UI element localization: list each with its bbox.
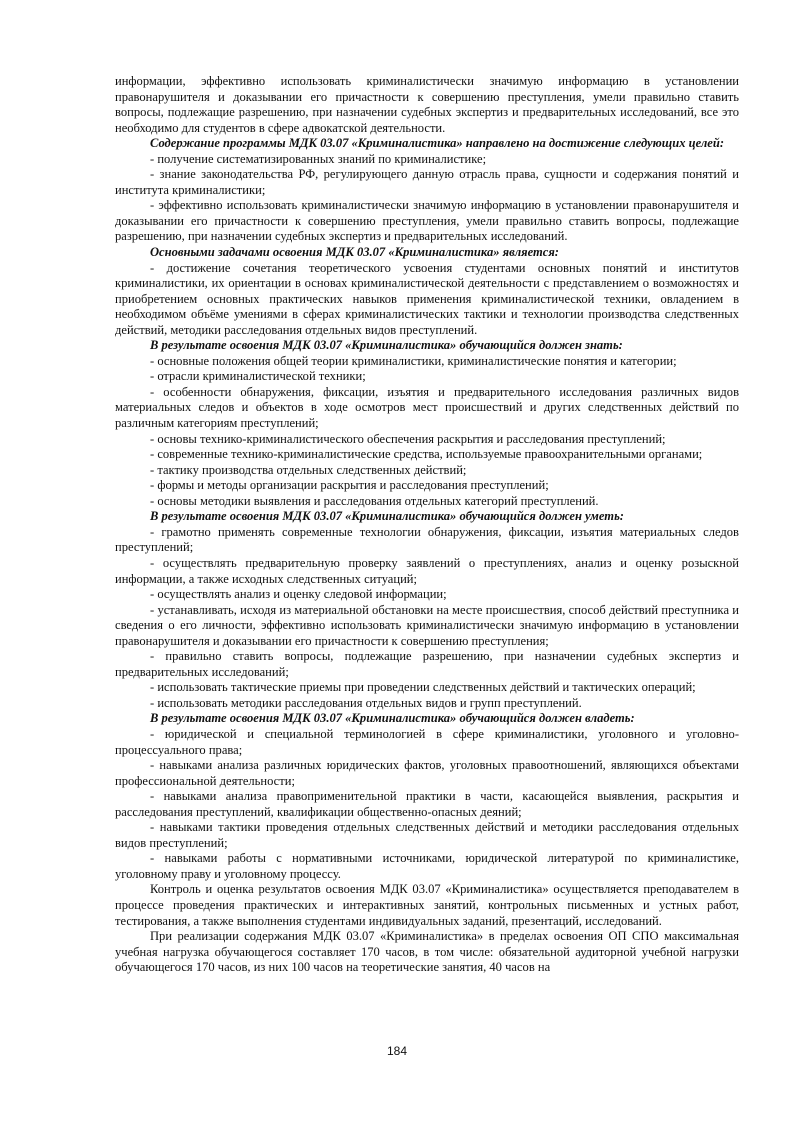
master-heading: В результате освоения МДК 03.07 «Криминалистика» обучающийся должен владеть: [150,711,635,726]
master-section [115,711,739,882]
list-item: - эффективно использовать криминалистически значимую информацию в установлении правонарушителя и доказывании его причастности к совершению преступления, умели правильно ставить вопросы, подлежащие разрешению, при назначении судебных экспертиз и предварительных исследований. [115,198,739,244]
list-item: - устанавливать, исходя из материальной обстановки на месте происшествия, способ действий преступника и сведения о его личности, эффективно использовать криминалистически значимую информацию в установлении правонарушителя и доказывании его причастности к совершению преступления; [115,602,739,648]
list-item: - навыками анализа правоприменительной практики в части, касающейся выявления, раскрытия и расследования преступлений, квалификации общественно-опасных деяний; [115,789,739,819]
tasks-heading: Основными задачами освоения МДК 03.07 «Криминалистика» является: [150,245,559,260]
list-item: - использовать методики расследования отдельных видов и групп преступлений. [150,695,582,710]
list-item: - навыками работы с нормативными источниками, юридической литературой по криминалистике, уголовному праву и уголовному процессу. [115,851,739,881]
list-item: - осуществлять предварительную проверку заявлений о преступлениях, анализ и оценку розыскной информации, а также исходных следственных ситуаций; [115,555,739,586]
list-item: - осуществлять анализ и оценку следовой информации; [150,587,447,602]
list-item: - достижение сочетания теоретического усвоения студентами основных понятий и институтов криминалистики, их ориентации в основах криминалистической деятельности с представлением о возможностях и приобретением основных практических навыков применения криминалистической техники, овладением в необходимом объёме умениями в сферах криминалистических тактики и технологии производства следственных действий, методики расследования отдельных видов преступлений. [115,260,739,337]
intro-paragraph: информации, эффективно использовать криминалистически значимую информацию в установлении правонарушителя и доказывании его причастности к совершению преступления, умели правильно ставить вопросы, подлежащие разрешению, при назначении судебных экспертиз и предварительных исследований, все это необходимо для студентов в сфере адвокатской деятельности. [115,74,739,135]
goals-heading: Содержание программы МДК 03.07 «Криминалистика» направлено на достижение следующих целей: [150,136,725,151]
control-paragraph: Контроль и оценка результатов освоения МДК 03.07 «Криминалистика» осуществляется преподавателем в процессе проведения практических и интерактивных занятий, контрольных письменных и устных работ, тестирования, а также выполнения студентами индивидуальных заданий, презентаций, исследований. [115,882,739,928]
hours-paragraph: При реализации содержания МДК 03.07 «Криминалистика» в пределах освоения ОП СПО максимальная учебная нагрузка обучающегося составляет 170 часов, в том числе: обязательной аудиторной учебной нагрузки обучающегося 170 часов, из них 100 часов на теоретические занятия, 40 часов на [115,929,739,975]
goals-section [115,136,739,245]
list-item: - юридической и специальной терминологией в сфере криминалистики, уголовного и уголовно-процессуального права; [115,726,739,757]
list-item: - формы и методы организации раскрытия и расследования преступлений; [150,478,549,493]
able-heading: В результате освоения МДК 03.07 «Криминалистика» обучающийся должен уметь: [150,509,624,524]
able-section [115,509,739,711]
tasks-section [115,245,739,338]
list-item: - грамотно применять современные технологии обнаружения, фиксации, изъятия материальных следов преступлений; [115,524,739,555]
list-item: - использовать тактические приемы при проведении следственных действий и тактических операций; [150,680,696,695]
list-item: - современные технико-криминалистические средства, используемые правоохранительными органами; [150,447,703,462]
list-item: - тактику производства отдельных следственных действий; [150,462,467,477]
list-item: - основные положения общей теории криминалистики, криминалистические понятия и категории; [150,353,677,368]
list-item: - особенности обнаружения, фиксации, изъятия и предварительного исследования различных видов материальных следов и объектов в ходе осмотров мест происшествий и других следственных действий по различным категориям преступлений; [115,384,739,431]
list-item: - получение систематизированных знаний по криминалистике; [150,151,487,166]
page-number: 184 [386,1044,408,1058]
list-item: - навыками тактики проведения отдельных следственных действий и методики расследования отдельных видов преступлений; [115,820,739,850]
list-item: - правильно ставить вопросы, подлежащие разрешению, при назначении судебных экспертиз и предварительных исследований; [115,649,739,679]
know-section [115,338,739,509]
list-item: - знание законодательства РФ, регулирующего данную отрасль права, сущности и содержания понятий и института криминалистики; [115,167,739,197]
list-item: - основы методики выявления и расследования отдельных категорий преступлений. [150,493,599,508]
know-heading: В результате освоения МДК 03.07 «Криминалистика» обучающийся должен знать: [150,338,623,353]
list-item: - навыками анализа различных юридических фактов, уголовных правоотношений, являющихся объектами профессиональной деятельности; [115,758,739,788]
document-body [115,74,739,976]
list-item: - отрасли криминалистической техники; [150,369,366,384]
list-item: - основы технико-криминалистического обеспечения раскрытия и расследования преступлений; [150,431,666,446]
